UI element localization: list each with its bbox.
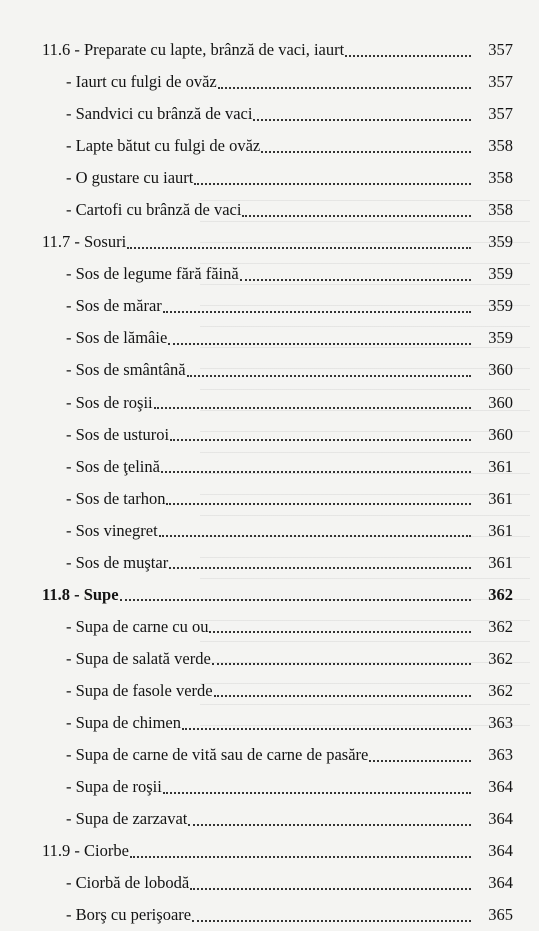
dot-leader bbox=[242, 214, 471, 217]
toc-item-row bbox=[0, 515, 539, 547]
toc-page-number: 362 bbox=[488, 648, 513, 668]
dot-leader bbox=[163, 310, 471, 313]
toc-item-row bbox=[0, 419, 539, 451]
toc-item-row bbox=[0, 322, 539, 354]
toc-entry-title: 11.8 - Supe bbox=[42, 584, 119, 604]
toc-entry-title: - Cartofi cu brânză de vaci bbox=[66, 200, 242, 220]
toc-page-number: 364 bbox=[488, 841, 513, 861]
toc-page-number: 359 bbox=[488, 264, 513, 284]
toc-item-row bbox=[0, 675, 539, 707]
toc-item-row bbox=[0, 387, 539, 419]
toc-page-number: 360 bbox=[488, 360, 513, 380]
toc-entry-title: 11.6 - Preparate cu lapte, brânză de vaci, iaurt bbox=[42, 40, 345, 60]
toc-section-row bbox=[0, 34, 539, 66]
toc-entry-title: - Supa de roşii bbox=[66, 777, 162, 797]
dot-leader bbox=[214, 694, 471, 697]
dot-leader bbox=[168, 342, 471, 345]
dot-leader bbox=[154, 406, 471, 409]
toc-page-number: 358 bbox=[488, 168, 513, 188]
dot-leader bbox=[182, 727, 471, 730]
dot-leader bbox=[212, 662, 471, 665]
dot-leader bbox=[163, 791, 471, 794]
dot-leader bbox=[261, 150, 471, 153]
toc-item-row bbox=[0, 258, 539, 290]
dot-leader bbox=[192, 919, 471, 922]
dot-leader bbox=[209, 630, 471, 633]
toc-item-row bbox=[0, 771, 539, 803]
toc-entry-title: - Supa de zarzavat bbox=[66, 809, 188, 829]
toc-page-number: 360 bbox=[488, 424, 513, 444]
toc-entry-title: - Sos de roşii bbox=[66, 392, 153, 412]
toc-item-row bbox=[0, 483, 539, 515]
toc-entry-title: - Sos de legume fără făină bbox=[66, 264, 239, 284]
dot-leader bbox=[253, 118, 471, 121]
toc-item-row bbox=[0, 451, 539, 483]
dot-leader bbox=[161, 470, 471, 473]
table-of-contents bbox=[0, 34, 539, 931]
dot-leader bbox=[120, 598, 471, 601]
toc-entry-title: 11.9 - Ciorbe bbox=[42, 841, 129, 861]
toc-item-row bbox=[0, 98, 539, 130]
toc-entry-title: - Lapte bătut cu fulgi de ovăz bbox=[66, 136, 261, 156]
toc-entry-title: - Sos de ţelină bbox=[66, 456, 160, 476]
toc-entry-title: - Sos de tarhon bbox=[66, 488, 166, 508]
toc-entry-title: - Supa de carne de vită sau de carne de pasăre bbox=[66, 745, 369, 765]
toc-entry-title: - Supa de salată verde bbox=[66, 648, 211, 668]
toc-item-row bbox=[0, 194, 539, 226]
toc-section-row bbox=[0, 835, 539, 867]
toc-page-number: 359 bbox=[488, 328, 513, 348]
toc-page-number: 364 bbox=[488, 777, 513, 797]
dot-leader bbox=[190, 887, 471, 890]
toc-entry-title: - Supa de chimen bbox=[66, 713, 182, 732]
toc-page-number: 361 bbox=[488, 488, 513, 508]
toc-entry-title: - Ciorbă de lobodă bbox=[66, 873, 190, 893]
toc-item-row bbox=[0, 803, 539, 835]
dot-leader bbox=[345, 54, 471, 57]
toc-page-number: 359 bbox=[488, 232, 513, 252]
toc-entry-title: - Sos de mărar bbox=[66, 296, 162, 316]
toc-entry-title: - Supa de carne cu ou bbox=[66, 616, 209, 636]
toc-item-row bbox=[0, 130, 539, 162]
toc-entry-title: - Iaurt cu fulgi de ovăz bbox=[66, 72, 217, 92]
toc-entry-title: - Sos de muştar bbox=[66, 552, 169, 572]
toc-entry-title: - O gustare cu iaurt bbox=[66, 168, 194, 188]
toc-page-number: 361 bbox=[488, 520, 513, 540]
dot-leader bbox=[130, 855, 471, 858]
toc-page-number: 363 bbox=[488, 713, 513, 732]
dot-leader bbox=[240, 278, 471, 281]
toc-item-row bbox=[0, 899, 539, 931]
toc-item-row bbox=[0, 162, 539, 194]
toc-item-row bbox=[0, 867, 539, 899]
toc-page-number: 357 bbox=[488, 72, 513, 92]
toc-entry-title: - Supa de fasole verde bbox=[66, 680, 213, 700]
toc-page-number: 358 bbox=[488, 136, 513, 156]
toc-page-number: 364 bbox=[488, 873, 513, 893]
toc-entry-title: - Sos de usturoi bbox=[66, 424, 170, 444]
dot-leader bbox=[166, 502, 471, 505]
toc-item-row bbox=[0, 354, 539, 386]
toc-page-number: 357 bbox=[488, 40, 513, 60]
toc-section-row bbox=[0, 579, 539, 611]
toc-item-row bbox=[0, 547, 539, 579]
toc-entry-title: - Sandvici cu brânză de vaci bbox=[66, 104, 253, 124]
toc-entry-title: - Sos de smântână bbox=[66, 360, 186, 380]
toc-entry-title: - Sos vinegret bbox=[66, 520, 158, 540]
dot-leader bbox=[194, 182, 471, 185]
toc-page-number: 361 bbox=[488, 552, 513, 572]
toc-item-row bbox=[0, 707, 539, 739]
dot-leader bbox=[159, 534, 471, 537]
toc-section-row bbox=[0, 226, 539, 258]
toc-page-number: 363 bbox=[488, 745, 513, 765]
toc-page-number: 357 bbox=[488, 104, 513, 124]
toc-item-row bbox=[0, 611, 539, 643]
dot-leader bbox=[170, 438, 471, 441]
toc-page-number: 360 bbox=[488, 392, 513, 412]
toc-item-row bbox=[0, 643, 539, 675]
toc-page-number: 362 bbox=[488, 616, 513, 636]
dot-leader bbox=[218, 86, 471, 89]
toc-entry-title: 11.7 - Sosuri bbox=[42, 232, 127, 252]
dot-leader bbox=[187, 374, 471, 377]
toc-item-row bbox=[0, 66, 539, 98]
toc-item-row bbox=[0, 739, 539, 771]
toc-page-number: 359 bbox=[488, 296, 513, 316]
dot-leader bbox=[369, 759, 471, 762]
toc-page-number: 364 bbox=[488, 809, 513, 829]
toc-page-number: 358 bbox=[488, 200, 513, 220]
toc-entry-title: - Sos de lămâie bbox=[66, 328, 168, 348]
toc-page-number: 361 bbox=[488, 456, 513, 476]
toc-page-number: 362 bbox=[488, 680, 513, 700]
toc-item-row bbox=[0, 290, 539, 322]
toc-page-number: 365 bbox=[488, 905, 513, 925]
dot-leader bbox=[169, 566, 471, 569]
dot-leader bbox=[127, 246, 471, 249]
toc-entry-title: - Borş cu perişoare bbox=[66, 905, 192, 925]
toc-page-number: 362 bbox=[488, 584, 513, 604]
dot-leader bbox=[188, 823, 471, 826]
